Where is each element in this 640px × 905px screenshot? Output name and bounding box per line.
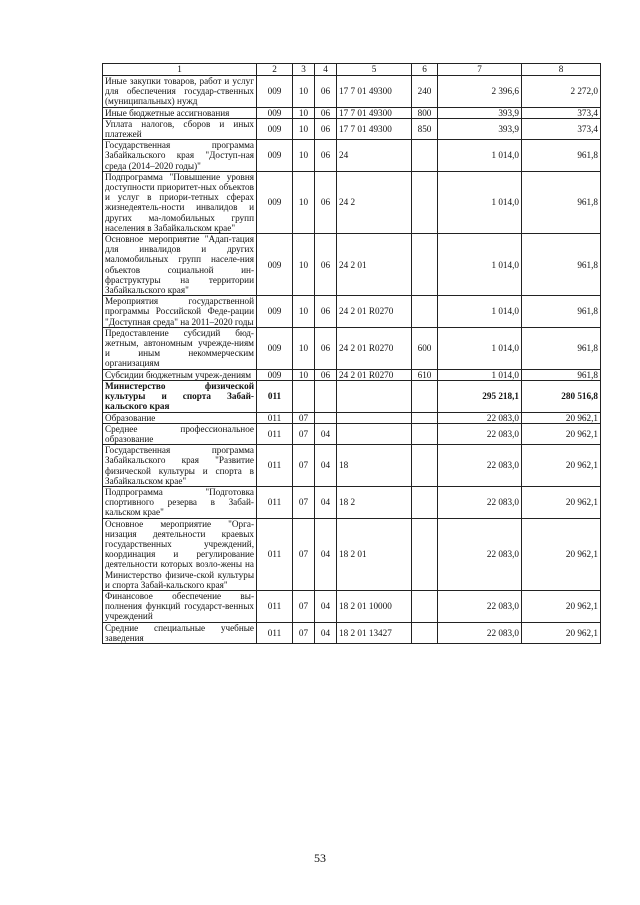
header-cell-5: 5 (337, 64, 412, 76)
subsection-code: 04 (315, 622, 337, 643)
amount-col-8: 280 516,8 (522, 380, 601, 412)
target-article-code: 18 2 01 10000 (337, 590, 412, 622)
budget-table (102, 63, 601, 644)
amount-col-8: 961,8 (522, 234, 601, 296)
expense-type-code: 610 (412, 369, 438, 380)
expense-type-code (412, 445, 438, 487)
target-article-code: 18 (337, 445, 412, 487)
expense-type-code (412, 622, 438, 643)
subsection-code (315, 380, 337, 412)
table-row (103, 445, 601, 487)
target-article-code: 18 2 01 (337, 518, 412, 590)
expense-type-code (412, 423, 438, 444)
subsection-code: 06 (315, 327, 337, 369)
section-code: 10 (293, 171, 315, 233)
section-code: 07 (293, 622, 315, 643)
section-code: 07 (293, 486, 315, 518)
item-name: Субсидии бюджетным учреж-дениям (103, 369, 257, 380)
item-name: Образование (103, 412, 257, 423)
expense-type-code (412, 412, 438, 423)
admin-code: 011 (257, 412, 293, 423)
amount-col-7: 22 083,0 (438, 622, 522, 643)
table-body (103, 76, 601, 644)
amount-col-7: 393,9 (438, 118, 522, 139)
subsection-code: 04 (315, 486, 337, 518)
subsection-code: 04 (315, 445, 337, 487)
target-article-code: 18 2 01 13427 (337, 622, 412, 643)
amount-col-7: 22 083,0 (438, 423, 522, 444)
section-code (293, 380, 315, 412)
target-article-code (337, 412, 412, 423)
admin-code: 009 (257, 296, 293, 328)
admin-code: 011 (257, 622, 293, 643)
header-cell-3: 3 (293, 64, 315, 76)
admin-code: 009 (257, 76, 293, 108)
target-article-code: 24 2 01 R0270 (337, 296, 412, 328)
subsection-code: 06 (315, 171, 337, 233)
item-name: Подпрограмма "Повышение уровня доступности приоритет-ных объектов и услуг в приори-тетных сферах жизнедеятель-ности инвалидов и других ма-ломобильных групп населения в Забайкальском крае" (103, 171, 257, 233)
amount-col-8: 2 272,0 (522, 76, 601, 108)
table-row (103, 423, 601, 444)
amount-col-7: 1 014,0 (438, 140, 522, 172)
item-name: Основное мероприятие "Орга-низация деятельности краевых государственных учреждений, координация и регулирование деятельности которых возло-жены на Министерство физиче-ской культуры и спорта Забай-кальского края" (103, 518, 257, 590)
header-cell-6: 6 (412, 64, 438, 76)
table-row (103, 622, 601, 643)
amount-col-7: 22 083,0 (438, 486, 522, 518)
admin-code: 009 (257, 369, 293, 380)
header-cell-1: 1 (103, 64, 257, 76)
item-name: Мероприятия государственной программы Российской Феде-рации "Доступная среда" на 2011–2020 годы (103, 296, 257, 328)
item-name: Государственная программа Забайкальского края "Доступ-ная среда (2014–2020 годы)" (103, 140, 257, 172)
table-row (103, 327, 601, 369)
admin-code: 011 (257, 380, 293, 412)
amount-col-8: 20 962,1 (522, 590, 601, 622)
item-name: Подпрограмма "Подготовка спортивного резерва в Забай-кальском крае" (103, 486, 257, 518)
target-article-code: 24 (337, 140, 412, 172)
table-row (103, 518, 601, 590)
admin-code: 011 (257, 423, 293, 444)
header-cell-7: 7 (438, 64, 522, 76)
subsection-code: 06 (315, 76, 337, 108)
section-code: 10 (293, 369, 315, 380)
amount-col-7: 1 014,0 (438, 369, 522, 380)
subsection-code: 04 (315, 423, 337, 444)
amount-col-8: 961,8 (522, 327, 601, 369)
table-row (103, 486, 601, 518)
expense-type-code: 600 (412, 327, 438, 369)
admin-code: 011 (257, 445, 293, 487)
amount-col-8: 20 962,1 (522, 412, 601, 423)
subsection-code: 06 (315, 296, 337, 328)
section-code: 10 (293, 118, 315, 139)
section-code: 07 (293, 423, 315, 444)
item-name: Государственная программа Забайкальского края "Развитие физической культуры и спорта в Забайкальском крае" (103, 445, 257, 487)
subsection-code: 06 (315, 234, 337, 296)
amount-col-8: 961,8 (522, 140, 601, 172)
section-code: 07 (293, 445, 315, 487)
expense-type-code (412, 518, 438, 590)
item-name: Средние специальные учебные заведения (103, 622, 257, 643)
amount-col-7: 22 083,0 (438, 445, 522, 487)
section-code: 10 (293, 327, 315, 369)
amount-col-7: 22 083,0 (438, 518, 522, 590)
amount-col-8: 20 962,1 (522, 518, 601, 590)
item-name: Иные закупки товаров, работ и услуг для обеспечения государ-ственных (муниципальных) нужд (103, 76, 257, 108)
expense-type-code (412, 234, 438, 296)
amount-col-7: 295 218,1 (438, 380, 522, 412)
target-article-code: 24 2 (337, 171, 412, 233)
item-name: Иные бюджетные ассигнования (103, 107, 257, 118)
amount-col-8: 373,4 (522, 118, 601, 139)
amount-col-7: 22 083,0 (438, 412, 522, 423)
item-name: Уплата налогов, сборов и иных платежей (103, 118, 257, 139)
target-article-code: 17 7 01 49300 (337, 118, 412, 139)
admin-code: 009 (257, 327, 293, 369)
amount-col-8: 20 962,1 (522, 486, 601, 518)
table-row (103, 380, 601, 412)
item-name: Предоставление субсидий бюд-жетным, автономным учрежде-ниям и иным некоммерческим организациям (103, 327, 257, 369)
amount-col-8: 961,8 (522, 296, 601, 328)
subsection-code: 04 (315, 590, 337, 622)
amount-col-8: 20 962,1 (522, 445, 601, 487)
section-code: 10 (293, 76, 315, 108)
section-code: 10 (293, 296, 315, 328)
section-code: 10 (293, 140, 315, 172)
expense-type-code: 850 (412, 118, 438, 139)
table-row (103, 118, 601, 139)
admin-code: 011 (257, 590, 293, 622)
header-row (103, 64, 601, 76)
amount-col-8: 961,8 (522, 171, 601, 233)
item-name: Финансовое обеспечение вы-полнения функций государст-венных учреждений (103, 590, 257, 622)
header-cell-8: 8 (522, 64, 601, 76)
admin-code: 009 (257, 234, 293, 296)
expense-type-code (412, 140, 438, 172)
table-row (103, 369, 601, 380)
target-article-code (337, 423, 412, 444)
target-article-code: 17 7 01 49300 (337, 107, 412, 118)
admin-code: 009 (257, 107, 293, 118)
subsection-code (315, 412, 337, 423)
amount-col-7: 1 014,0 (438, 296, 522, 328)
admin-code: 009 (257, 171, 293, 233)
table-row (103, 107, 601, 118)
admin-code: 011 (257, 518, 293, 590)
amount-col-7: 22 083,0 (438, 590, 522, 622)
header-cell-2: 2 (257, 64, 293, 76)
subsection-code: 06 (315, 107, 337, 118)
expense-type-code (412, 171, 438, 233)
section-code: 07 (293, 590, 315, 622)
table-row (103, 412, 601, 423)
table-row (103, 76, 601, 108)
table-row (103, 590, 601, 622)
section-code: 10 (293, 107, 315, 118)
section-code: 07 (293, 412, 315, 423)
admin-code: 009 (257, 140, 293, 172)
subsection-code: 04 (315, 518, 337, 590)
table-row (103, 234, 601, 296)
item-name: Основное мероприятие "Адап-тация для инвалидов и других маломобильных групп населе-ния объектов социальной ин-фраструктуры на территории Забайкальского края" (103, 234, 257, 296)
admin-code: 011 (257, 486, 293, 518)
expense-type-code: 240 (412, 76, 438, 108)
item-name: Министерство физической культуры и спорта Забай-кальского края (103, 380, 257, 412)
amount-col-7: 1 014,0 (438, 327, 522, 369)
section-code: 07 (293, 518, 315, 590)
expense-type-code (412, 380, 438, 412)
table-row (103, 296, 601, 328)
target-article-code: 17 7 01 49300 (337, 76, 412, 108)
table-row (103, 140, 601, 172)
page-number: 53 (314, 851, 326, 865)
amount-col-8: 20 962,1 (522, 622, 601, 643)
amount-col-7: 2 396,6 (438, 76, 522, 108)
header-cell-4: 4 (315, 64, 337, 76)
admin-code: 009 (257, 118, 293, 139)
amount-col-8: 961,8 (522, 369, 601, 380)
expense-type-code: 800 (412, 107, 438, 118)
expense-type-code (412, 296, 438, 328)
item-name: Среднее профессиональное образование (103, 423, 257, 444)
amount-col-7: 1 014,0 (438, 234, 522, 296)
amount-col-8: 20 962,1 (522, 423, 601, 444)
expense-type-code (412, 486, 438, 518)
target-article-code: 18 2 (337, 486, 412, 518)
amount-col-7: 1 014,0 (438, 171, 522, 233)
amount-col-7: 393,9 (438, 107, 522, 118)
target-article-code (337, 380, 412, 412)
section-code: 10 (293, 234, 315, 296)
amount-col-8: 373,4 (522, 107, 601, 118)
table-row (103, 171, 601, 233)
target-article-code: 24 2 01 R0270 (337, 327, 412, 369)
subsection-code: 06 (315, 369, 337, 380)
subsection-code: 06 (315, 140, 337, 172)
subsection-code: 06 (315, 118, 337, 139)
expense-type-code (412, 590, 438, 622)
target-article-code: 24 2 01 (337, 234, 412, 296)
target-article-code: 24 2 01 R0270 (337, 369, 412, 380)
